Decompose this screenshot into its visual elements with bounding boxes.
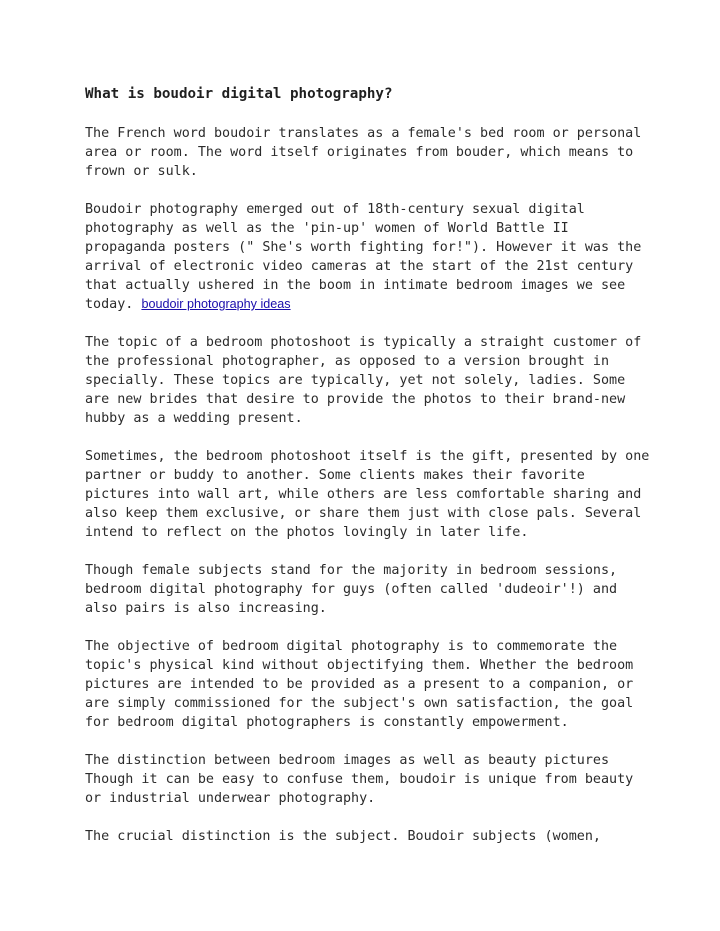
document-body [85, 84, 650, 846]
text-line: also keep them exclusive, or share them just with close pals. Several [85, 506, 642, 521]
text-line: photography as well as the 'pin-up' women of World Battle II [85, 221, 569, 236]
text-line: topic's physical kind without objectifying them. Whether the bedroom [85, 658, 634, 673]
text-line: are new brides that desire to provide the photos to their brand-new [85, 392, 626, 407]
text-line: propaganda posters (" She's worth fighting for!"). However it was the [85, 240, 642, 255]
spacer [85, 314, 645, 333]
text-line: Boudoir photography emerged out of 18th-century sexual digital [85, 202, 585, 217]
spacer [85, 808, 645, 827]
text-line: specially. These topics are typically, yet not solely, ladies. Some [85, 373, 626, 388]
text-line: The objective of bedroom digital photography is to commemorate the [85, 639, 618, 654]
text-segment: today. [85, 297, 142, 312]
text-line: arrival of electronic video cameras at the start of the 21st century [85, 259, 634, 274]
text-line: The crucial distinction is the subject. Boudoir subjects (women, [85, 829, 601, 844]
page-title: What is boudoir digital photography? [85, 86, 393, 102]
text-line: The French word boudoir translates as a female's bed room or personal [85, 126, 642, 141]
paragraph-6 [85, 637, 645, 732]
paragraph-4 [85, 447, 650, 542]
text-line: that actually ushered in the boom in intimate bedroom images we see [85, 278, 626, 293]
text-line: Sometimes, the bedroom photoshoot itself is the gift, presented by one [85, 449, 650, 464]
spacer [85, 732, 645, 751]
text-line: or industrial underwear photography. [85, 791, 376, 806]
text-line: partner or buddy to another. Some clients makes their favorite [85, 468, 585, 483]
text-line: Though it can be easy to confuse them, boudoir is unique from beauty [85, 772, 634, 787]
text-line: for bedroom digital photographers is constantly empowerment. [85, 715, 569, 730]
text-line: also pairs is also increasing. [85, 601, 327, 616]
paragraph-5 [85, 561, 645, 618]
text-line: frown or sulk. [85, 164, 198, 179]
text-line: pictures are intended to be provided as a present to a companion, or [85, 677, 634, 692]
text-line-with-link [85, 295, 645, 314]
text-line: the professional photographer, as opposed to a version brought in [85, 354, 610, 369]
spacer [85, 428, 645, 447]
text-line: pictures into wall art, while others are less comfortable sharing and [85, 487, 642, 502]
paragraph-3 [85, 333, 645, 428]
paragraph-1 [85, 124, 645, 181]
text-line: The distinction between bedroom images as well as beauty pictures [85, 753, 610, 768]
text-line: hubby as a wedding present. [85, 411, 303, 426]
paragraph-7 [85, 751, 645, 808]
text-line: are simply commissioned for the subject's own satisfaction, the goal [85, 696, 634, 711]
text-line: area or room. The word itself originates from bouder, which means to [85, 145, 634, 160]
text-line: intend to reflect on the photos lovingly in later life. [85, 525, 529, 540]
boudoir-ideas-link[interactable]: boudoir photography ideas [141, 297, 291, 311]
spacer [85, 104, 645, 124]
spacer [85, 618, 645, 637]
text-line: The topic of a bedroom photoshoot is typically a straight customer of [85, 335, 642, 350]
text-line: bedroom digital photography for guys (often called 'dudeoir'!) and [85, 582, 618, 597]
spacer [85, 542, 645, 561]
text-line: Though female subjects stand for the majority in bedroom sessions, [85, 563, 618, 578]
paragraph-8 [85, 827, 645, 846]
spacer [85, 181, 645, 200]
paragraph-2 [85, 200, 645, 314]
